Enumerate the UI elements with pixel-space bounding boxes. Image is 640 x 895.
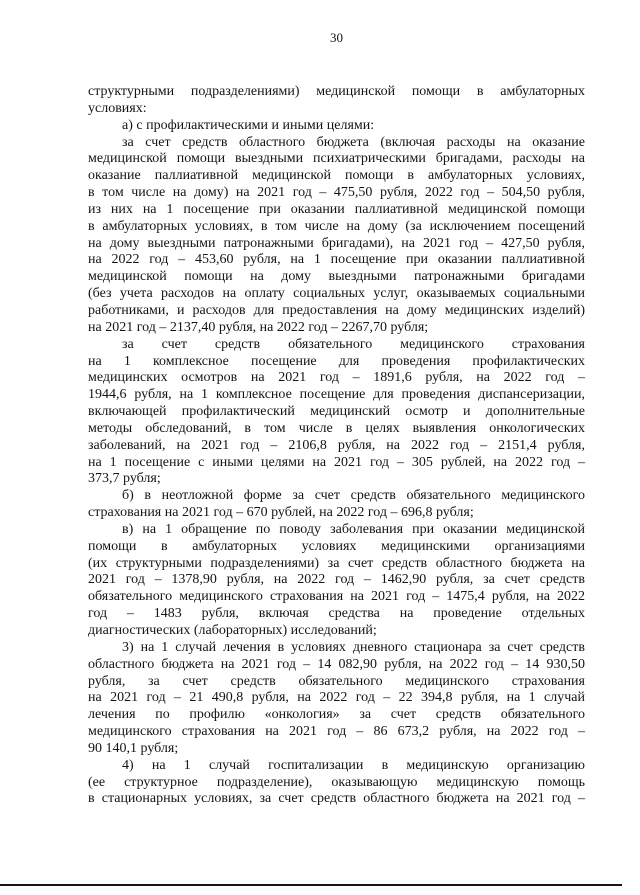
body-text — [88, 84, 585, 808]
text-line: работниками, и расходов для предоставления на дому медицинских изделий) — [88, 302, 585, 318]
page-bottom-rule — [0, 884, 622, 886]
text-line: в) на 1 обращение по поводу заболевания при оказании медицинской — [122, 521, 585, 537]
text-line: 1944,6 рубля, на 1 комплексное посещение для проведения диспансеризации, — [88, 387, 585, 403]
text-line: на 1 комплексное посещение для проведения профилактических — [88, 353, 585, 369]
text-line: медицинского страхования на 2021 год – 86 673,2 рубля, на 2022 год – — [88, 724, 585, 740]
text-line: (их структурными подразделениями) за счет средств областного бюджета на — [88, 555, 585, 571]
text-line: на 2022 год – 453,60 рубля, на 1 посещение при оказании паллиативной — [88, 252, 585, 268]
text-line: медицинских осмотров на 2021 год – 1891,6 рубля, на 2022 год – — [88, 370, 585, 386]
text-line: помощи в амбулаторных условиях медицинскими организациями — [88, 538, 585, 554]
text-line: областного бюджета на 2021 год – 14 082,90 рубля, на 2022 год – 14 930,50 — [88, 656, 585, 672]
text-line: лечения по профилю «онкология» за счет средств обязательного — [88, 707, 585, 723]
text-line: в том числе на дому) на 2021 год – 475,50 рубля, 2022 год – 504,50 рубля, — [88, 185, 585, 201]
text-line: из них на 1 посещение при оказании паллиативной медицинской помощи — [88, 201, 585, 217]
text-line: медицинской помощи выездными психиатрическими бригадами, расходы на — [88, 151, 585, 167]
text-line: в амбулаторных условиях, в том числе на дому (за исключением посещений — [88, 218, 585, 234]
text-line: 3) на 1 случай лечения в условиях дневного стационара за счет средств — [122, 639, 585, 655]
text-line: за счет средств обязательного медицинского страхования — [122, 336, 585, 352]
text-line: за счет средств областного бюджета (включая расходы на оказание — [122, 134, 585, 150]
text-line: 90 140,1 рубля; — [88, 740, 179, 756]
text-line: диагностических (лабораторных) исследований; — [88, 623, 377, 638]
paragraph-item-b — [88, 488, 585, 522]
text-line: структурными подразделениями) медицинской помощи в амбулаторных — [88, 84, 585, 99]
text-line: медицинской помощи на дому выездными патронажными бригадами — [88, 269, 585, 285]
paragraph-continuation — [88, 84, 585, 118]
text-line: год – 1483 рубля, включая средства на проведение отдельных — [88, 606, 585, 622]
text-line: условиях: — [88, 100, 147, 116]
text-line: на 2021 год – 21 490,8 рубля, на 2022 год – 22 394,8 рубля, на 1 случай — [88, 690, 585, 706]
paragraph-regional-budget — [88, 135, 585, 337]
text-line: на 1 посещение с иными целями на 2021 год – 305 рублей, на 2022 год – — [88, 454, 585, 470]
text-line: а) с профилактическими и иными целями: — [122, 117, 375, 133]
text-line: заболеваний, на 2021 год – 2106,8 рубля, на 2022 год – 2151,4 рубля, — [88, 437, 585, 453]
text-line: в стационарных условиях, за счет средств областного бюджета на 2021 год – — [88, 791, 585, 807]
page-number: 30 — [330, 30, 343, 45]
text-line: (без учета расходов на оплату социальных услуг, оказываемых социальными — [88, 286, 585, 302]
text-line: обязательного медицинского страхования на 2021 год – 1475,4 рубля, на 2022 — [88, 589, 585, 605]
text-line: (ее структурное подразделение), оказывающую медицинскую помощь — [88, 774, 585, 790]
paragraph-oms-visits — [88, 337, 585, 489]
text-line: 373,7 рубля; — [88, 471, 161, 487]
paragraph-item-4 — [88, 758, 585, 809]
paragraph-item-a — [88, 118, 585, 135]
text-line: 2021 год – 1378,90 рубля, на 2022 год – 1462,90 рубля, за счет средств — [88, 572, 585, 588]
text-line: на 2021 год – 2137,40 рубля, на 2022 год – 2267,70 рубля; — [88, 319, 429, 335]
text-line: на дому выездными патронажными бригадами), на 2021 год – 427,50 рубля, — [88, 235, 585, 251]
paragraph-item-v — [88, 522, 585, 640]
paragraph-item-3 — [88, 640, 585, 758]
text-line: оказание паллиативной медицинской помощи в амбулаторных условиях, — [88, 168, 585, 184]
text-line: включающей профилактический медицинский осмотр и дополнительные — [88, 404, 585, 420]
text-line: 4) на 1 случай госпитализации в медицинскую организацию — [122, 757, 585, 773]
text-line: рубля, за счет средств обязательного медицинского страхования — [88, 673, 585, 689]
text-line: методы обследований, в том числе в целях выявления онкологических — [88, 420, 585, 436]
text-line: б) в неотложной форме за счет средств обязательного медицинского — [122, 488, 585, 504]
text-line: страхования на 2021 год – 670 рублей, на 2022 год – 696,8 рубля; — [88, 505, 474, 521]
